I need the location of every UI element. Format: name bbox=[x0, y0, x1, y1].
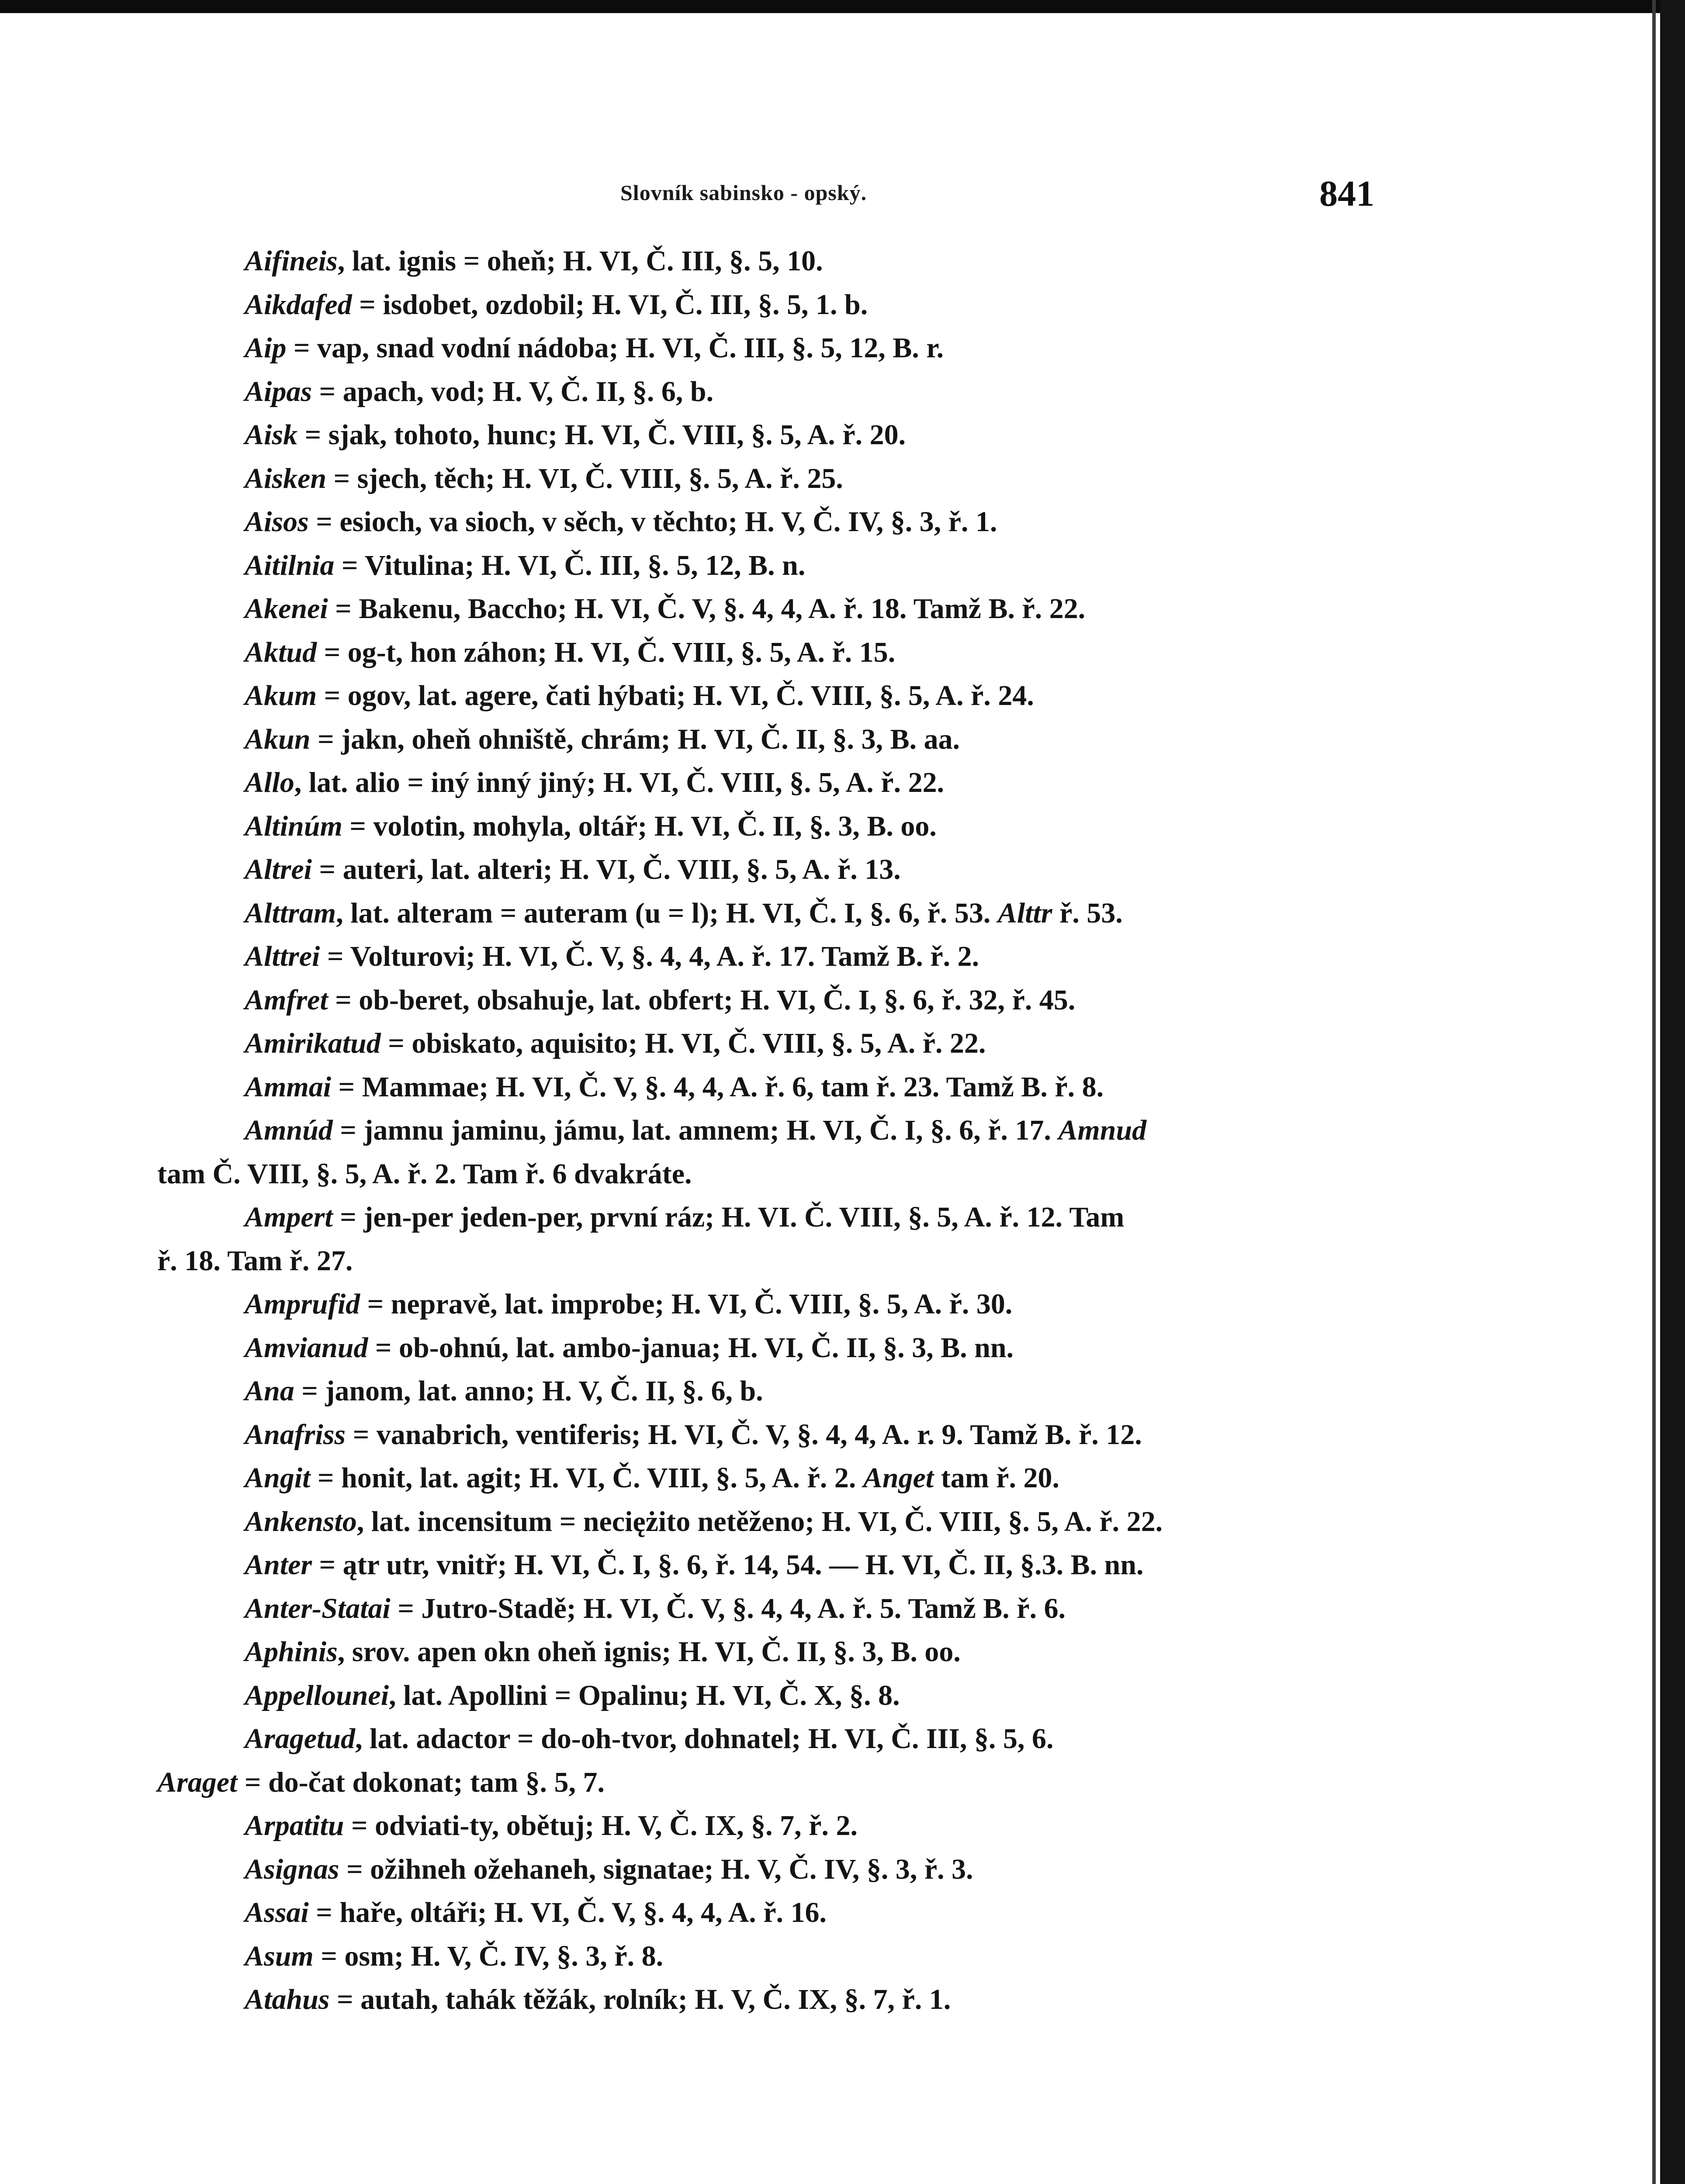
headword: Ankensto bbox=[245, 1505, 357, 1538]
dictionary-entry bbox=[157, 1761, 605, 1804]
headword: Altinúm bbox=[245, 810, 343, 842]
headword: Assai bbox=[245, 1897, 309, 1928]
definition: , lat. adactor = do-oh-tvor, dohnatel; H. VI, Č. III, §. 5, 6. bbox=[355, 1723, 1054, 1755]
dictionary-entry bbox=[245, 1804, 858, 1848]
dictionary-entry bbox=[245, 1891, 827, 1935]
headword: Aisk bbox=[245, 419, 298, 451]
headword: Aipas bbox=[245, 375, 312, 408]
headword: Alttrei bbox=[245, 940, 320, 972]
headword: Anafriss bbox=[245, 1418, 346, 1451]
definition: , lat. incensitum = neciężito netěženo; H. VI, Č. VIII, §. 5, A. ř. 22. bbox=[356, 1505, 1163, 1538]
dictionary-entry bbox=[245, 892, 1123, 935]
headword: Allo bbox=[245, 767, 294, 798]
entry-continuation bbox=[157, 1152, 692, 1196]
dictionary-entry bbox=[245, 1369, 763, 1413]
dictionary-entry bbox=[245, 1326, 1014, 1370]
dictionary-entry bbox=[245, 457, 843, 501]
headword: Akun bbox=[245, 723, 311, 755]
definition: = odviati-ty, obětuj; H. V, Č. IX, §. 7, ř. 2. bbox=[344, 1810, 858, 1842]
dictionary-entry bbox=[245, 1848, 973, 1891]
scan-right-border bbox=[1660, 0, 1685, 2184]
scan-page-edge bbox=[1652, 0, 1656, 2184]
definition: = osm; H. V, Č. IV, §. 3, ř. 8. bbox=[313, 1940, 664, 1972]
definition: = esioch, va sioch, v sěch, v těchto; H. V, Č. IV, §. 3, ř. 1. bbox=[308, 506, 997, 538]
headword: Aifineis bbox=[245, 245, 338, 277]
definition: = jakn, oheň ohniště, chrám; H. VI, Č. II, §. 3, B. aa. bbox=[310, 723, 960, 755]
headword: Aip bbox=[245, 332, 287, 364]
dictionary-entry bbox=[245, 587, 1085, 631]
headword: Araget bbox=[157, 1766, 238, 1798]
headword: Anter-Statai bbox=[245, 1592, 391, 1624]
definition: = vap, snad vodní nádoba; H. VI, Č. III, §. 5, 12, B. r. bbox=[286, 332, 944, 364]
definition: = Jutro-Stadě; H. VI, Č. V, §. 4, 4, A. ř. 5. Tamž B. ř. 6. bbox=[390, 1592, 1066, 1624]
dictionary-entry bbox=[245, 1456, 1059, 1500]
definition: = autah, tahák těžák, rolník; H. V, Č. IX, §. 7, ř. 1. bbox=[329, 1984, 951, 2015]
dictionary-entry bbox=[245, 1022, 986, 1065]
dictionary-entry bbox=[245, 718, 960, 761]
dictionary-entry bbox=[245, 239, 823, 283]
definition: = janom, lat. anno; H. V, Č. II, §. 6, b. bbox=[294, 1375, 763, 1407]
inline-headword: Alttr bbox=[997, 897, 1052, 929]
headword: Amirikatud bbox=[245, 1027, 381, 1059]
headword: Altrei bbox=[245, 854, 312, 885]
headword: Asignas bbox=[245, 1853, 339, 1885]
headword: Angit bbox=[245, 1462, 311, 1494]
headword: Amvianud bbox=[245, 1331, 368, 1364]
dictionary-entry bbox=[245, 1543, 1144, 1587]
definition: = Volturovi; H. VI, Č. V, §. 4, 4, A. ř. 17. Tamž B. ř. 2. bbox=[320, 940, 979, 972]
definition: = og-t, hon záhon; H. VI, Č. VIII, §. 5, A. ř. 15. bbox=[317, 636, 896, 668]
definition: = sjech, těch; H. VI, Č. VIII, §. 5, A. ř. 25. bbox=[326, 462, 843, 494]
definition: = vanabrich, ventiferis; H. VI, Č. V, §. 4, 4, A. r. 9. Tamž B. ř. 12. bbox=[346, 1418, 1142, 1451]
dictionary-entry bbox=[245, 1500, 1163, 1544]
dictionary-entry bbox=[245, 978, 1075, 1022]
dictionary-entry bbox=[245, 1674, 900, 1717]
definition: , lat. alteram = auteram (u = l); H. VI, Č. I, §. 6, ř. 53. bbox=[336, 897, 991, 929]
headword: Alttram bbox=[245, 897, 336, 929]
dictionary-entry bbox=[245, 544, 805, 587]
definition: , lat. alio = iný inný jiný; H. VI, Č. VIII, §. 5, A. ř. 22. bbox=[294, 767, 945, 798]
definition: = honit, lat. agit; H. VI, Č. VIII, §. 5, A. ř. 2. bbox=[310, 1462, 856, 1494]
headword: Aisken bbox=[245, 462, 327, 494]
dictionary-entry bbox=[245, 1935, 663, 1978]
headword: Akenei bbox=[245, 593, 328, 625]
definition: = haře, oltáři; H. VI, Č. V, §. 4, 4, A. ř. 16. bbox=[308, 1897, 827, 1928]
dictionary-entry bbox=[245, 413, 906, 457]
definition: = Bakenu, Baccho; H. VI, Č. V, §. 4, 4, A. ř. 18. Tamž B. ř. 22. bbox=[328, 593, 1086, 625]
definition: = do-čat dokonat; tam §. 5, 7. bbox=[237, 1766, 605, 1798]
headword: Asum bbox=[245, 1940, 314, 1972]
definition: = sjak, tohoto, hunc; H. VI, Č. VIII, §. 5, A. ř. 20. bbox=[298, 419, 906, 451]
headword: Atahus bbox=[245, 1984, 330, 2015]
dictionary-entry bbox=[245, 1282, 1012, 1326]
entry-continuation bbox=[157, 1239, 353, 1283]
inline-headword: Anget bbox=[863, 1462, 934, 1494]
headword: Aitilnia bbox=[245, 549, 335, 581]
dictionary-entry bbox=[245, 1109, 1146, 1152]
dictionary-entry bbox=[245, 500, 997, 544]
definition: = ob-beret, obsahuje, lat. obfert; H. VI, Č. I, §. 6, ř. 32, ř. 45. bbox=[328, 984, 1076, 1016]
headword: Amnúd bbox=[245, 1114, 333, 1146]
inline-definition: tam ř. 20. bbox=[934, 1462, 1059, 1494]
definition: = ob-ohnú, lat. ambo-janua; H. VI, Č. II, §. 3, B. nn. bbox=[368, 1331, 1014, 1364]
headword: Aktud bbox=[245, 636, 317, 668]
headword: Aikdafed bbox=[245, 288, 352, 321]
definition: = isdobet, ozdobil; H. VI, Č. III, §. 5, 1. b. bbox=[352, 288, 868, 321]
headword: Ana bbox=[245, 1375, 294, 1407]
dictionary-entry bbox=[245, 1630, 961, 1674]
headword: Appellounei bbox=[245, 1679, 389, 1711]
headword: Aphinis bbox=[245, 1636, 338, 1668]
dictionary-entry bbox=[245, 1978, 951, 2022]
definition: = Vitulina; H. VI, Č. III, §. 5, 12, B. n. bbox=[334, 549, 806, 581]
headword: Amprufid bbox=[245, 1288, 360, 1320]
definition: = ogov, lat. agere, čati hýbati; H. VI, Č. VIII, §. 5, A. ř. 24. bbox=[317, 680, 1034, 712]
definition: , lat. ignis = oheň; H. VI, Č. III, §. 5, 10. bbox=[337, 245, 823, 277]
dictionary-entry bbox=[245, 1196, 1124, 1239]
headword: Amfret bbox=[245, 984, 328, 1016]
inline-definition: ř. 53. bbox=[1052, 897, 1123, 929]
dictionary-entry bbox=[245, 674, 1034, 718]
dictionary-entry bbox=[245, 1065, 1104, 1109]
dictionary-entry bbox=[245, 761, 944, 805]
headword: Aragetud bbox=[245, 1723, 356, 1755]
continuation-text: ř. 18. Tam ř. 27. bbox=[157, 1244, 353, 1277]
dictionary-entry bbox=[245, 848, 901, 892]
definition: = obiskato, aquisito; H. VI, Č. VIII, §. 5, A. ř. 22. bbox=[381, 1027, 986, 1059]
headword: Arpatitu bbox=[245, 1810, 344, 1842]
inline-headword: Amnud bbox=[1058, 1114, 1147, 1146]
headword: Ampert bbox=[245, 1201, 333, 1233]
dictionary-entry bbox=[245, 1587, 1066, 1631]
dictionary-entry bbox=[245, 1717, 1054, 1761]
definition: = jen-per jeden-per, první ráz; H. VI. Č. VIII, §. 5, A. ř. 12. Tam bbox=[332, 1201, 1124, 1233]
headword: Aisos bbox=[245, 506, 309, 538]
dictionary-entry bbox=[245, 631, 895, 674]
headword: Ammai bbox=[245, 1071, 332, 1103]
definition: = auteri, lat. alteri; H. VI, Č. VIII, §. 5, A. ř. 13. bbox=[312, 854, 901, 885]
continuation-text: tam Č. VIII, §. 5, A. ř. 2. Tam ř. 6 dvakráte. bbox=[157, 1158, 692, 1190]
definition: = volotin, mohyla, oltář; H. VI, Č. II, §. 3, B. oo. bbox=[342, 810, 937, 842]
dictionary-entry bbox=[245, 805, 937, 848]
dictionary-entry bbox=[245, 326, 944, 370]
definition: = Mammae; H. VI, Č. V, §. 4, 4, A. ř. 6, tam ř. 23. Tamž B. ř. 8. bbox=[331, 1071, 1104, 1103]
headword: Akum bbox=[245, 680, 317, 712]
definition: , lat. Apollini = Opalinu; H. VI, Č. X, §. 8. bbox=[389, 1679, 900, 1711]
dictionary-entry bbox=[245, 370, 713, 414]
running-head: Slovník sabinsko - opský. bbox=[620, 180, 867, 205]
definition: = nepravě, lat. improbe; H. VI, Č. VIII, §. 5, A. ř. 30. bbox=[360, 1288, 1013, 1320]
page-number: 841 bbox=[1319, 173, 1374, 214]
definition: = apach, vod; H. V, Č. II, §. 6, b. bbox=[312, 375, 714, 408]
definition: , srov. apen okn oheň ignis; H. VI, Č. II, §. 3, B. oo. bbox=[337, 1636, 961, 1668]
dictionary-entry bbox=[245, 283, 868, 327]
headword: Anter bbox=[245, 1549, 312, 1581]
dictionary-entry bbox=[245, 935, 979, 978]
definition: = jamnu jaminu, jámu, lat. amnem; H. VI, Č. I, §. 6, ř. 17. bbox=[332, 1114, 1052, 1146]
definition: = ožihneh ožehaneh, signatae; H. V, Č. IV, §. 3, ř. 3. bbox=[339, 1853, 973, 1885]
dictionary-entry bbox=[245, 1413, 1142, 1457]
definition: = ątr utr, vnitř; H. VI, Č. I, §. 6, ř. 14, 54. — H. VI, Č. II, §.3. B. nn. bbox=[312, 1549, 1144, 1581]
